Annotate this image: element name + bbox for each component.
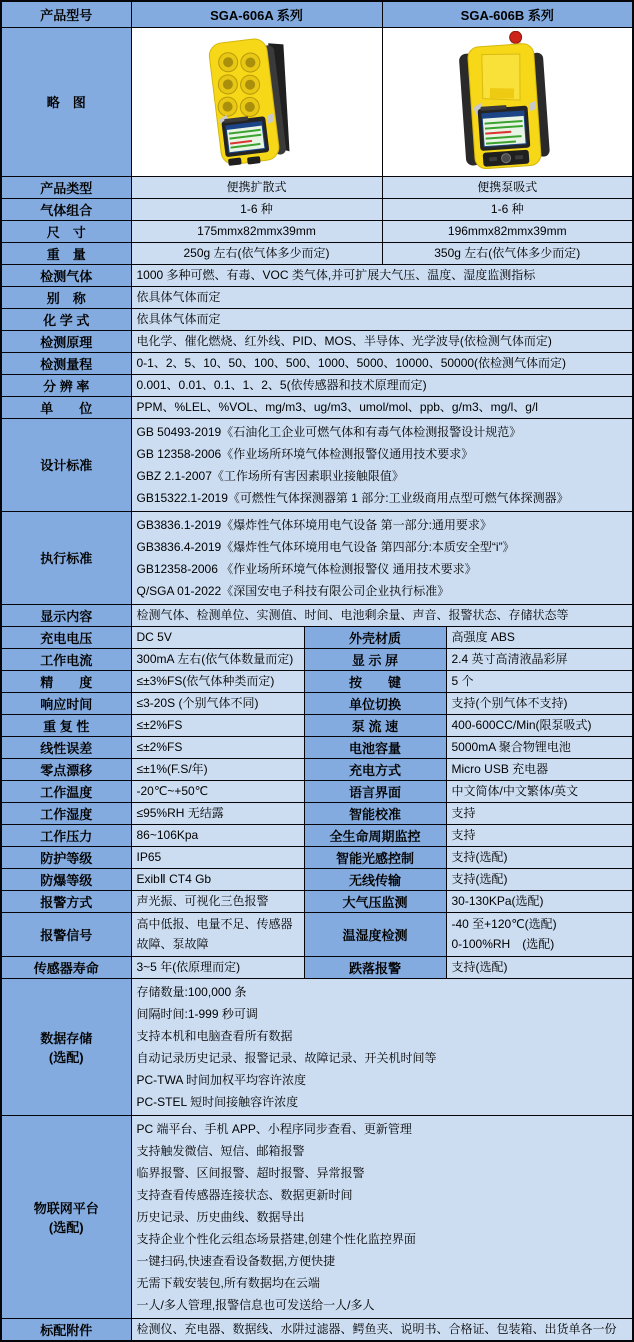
row-label: 重 量 (1, 242, 131, 264)
standard-line: GB 50493-2019《石油化工企业可燃气体和有毒气体检测报警设计规范》 (136, 424, 522, 439)
row-label: 产品类型 (1, 176, 131, 198)
data-storage-label: 数据存储 (选配) (1, 978, 131, 1115)
table-row (1, 330, 633, 352)
table-row (1, 824, 633, 846)
row-value: ExibⅡ CT4 Gb (131, 868, 304, 890)
row-label: 响应时间 (1, 692, 131, 714)
row-label: 零点漂移 (1, 758, 131, 780)
table-row (1, 648, 633, 670)
row-value-line: 0-100%RH (选配) (451, 937, 555, 951)
row-value: 支持(选配) (446, 846, 633, 868)
row-value: 0.001、0.01、0.1、1、2、5(依传感器和技术原理而定) (131, 374, 633, 396)
row-label: 语言界面 (304, 780, 446, 802)
row-value: IP65 (131, 846, 304, 868)
row-value: 支持(选配) (446, 956, 633, 978)
row-value: ≤±2%FS (131, 736, 304, 758)
header-product-model: 产品型号 (1, 1, 131, 27)
table-row (1, 176, 633, 198)
row-value: 中文简体/中文繁体/英文 (446, 780, 633, 802)
value-b: 便携泵吸式 (382, 176, 633, 198)
row-label: 工作电流 (1, 648, 131, 670)
iot-platform-label: 物联网平台 (选配) (1, 1115, 131, 1318)
standard-line: GB3836.1-2019《爆炸性气体环境用电气设备 第一部分:通用要求》 (136, 517, 492, 532)
row-label: 智能光感控制 (304, 846, 446, 868)
row-label: 显示内容 (1, 604, 131, 626)
data-storage-cell (131, 978, 633, 1115)
row-value: ≤±2%FS (131, 714, 304, 736)
value-a: 175mmx82mmx39mm (131, 220, 382, 242)
table-row (1, 352, 633, 374)
value-b: 196mmx82mmx39mm (382, 220, 633, 242)
table-row (1, 758, 633, 780)
standard-line: GBZ 2.1-2007《工作场所有害因素职业接触限值》 (136, 468, 404, 483)
device-a-cell (131, 27, 382, 176)
header-series-b: SGA-606B 系列 (382, 1, 633, 27)
table-row (1, 1115, 633, 1318)
row-label: 工作湿度 (1, 802, 131, 824)
row-value: 检测仪、充电器、数据线、水阱过滤器、鳄鱼夹、说明书、合格证、包装箱、出货单各一份 (131, 1318, 633, 1341)
row-label: 充电电压 (1, 626, 131, 648)
row-label: 防爆等级 (1, 868, 131, 890)
value-a: 1-6 种 (131, 198, 382, 220)
row-value: 0-1、2、5、10、50、100、500、1000、5000、10000、50000(依检测气体而定) (131, 352, 633, 374)
device-b-cell (382, 27, 633, 176)
row-value: 依具体气体而定 (131, 308, 633, 330)
row-value: ≤±1%(F.S/年) (131, 758, 304, 780)
row-value: ≤3-20S (个别气体不同) (131, 692, 304, 714)
row-value: 支持(选配) (446, 868, 633, 890)
table-row (1, 264, 633, 286)
standard-line: Q/SGA 01-2022《深国安电子科技有限公司企业执行标准》 (136, 583, 450, 598)
row-value: 支持 (446, 802, 633, 824)
row-value (131, 912, 304, 956)
row-value: 依具体气体而定 (131, 286, 633, 308)
table-row (1, 868, 633, 890)
row-value: 高强度 ABS (446, 626, 633, 648)
table-row (1, 220, 633, 242)
feature-line: 历史记录、历史曲线、数据导出 (136, 1209, 305, 1224)
row-label: 分 辨 率 (1, 374, 131, 396)
value-a: 250g 左右(依气体多少而定) (131, 242, 382, 264)
feature-line: 自动记录历史记录、报警记录、故障记录、开关机时间等 (136, 1050, 437, 1065)
standard-line: GB12358-2006 《作业场所环境气体检测报警仪 通用技术要求》 (136, 561, 477, 576)
table-row (1, 242, 633, 264)
row-value: 1000 多种可燃、有毒、VOC 类气体,并可扩展大气压、温度、湿度监测指标 (131, 264, 633, 286)
row-value: 86~106Kpa (131, 824, 304, 846)
feature-line: 间隔时间:1-999 秒可调 (136, 1006, 258, 1021)
design-standard-cell (131, 418, 633, 511)
row-value: 声光振、可视化三色报警 (131, 890, 304, 912)
row-value: ≤95%RH 无结露 (131, 802, 304, 824)
table-row (1, 670, 633, 692)
row-label: 工作压力 (1, 824, 131, 846)
row-label: 按 键 (304, 670, 446, 692)
feature-line: 临界报警、区间报警、超时报警、异常报警 (136, 1165, 365, 1180)
table-row (1, 374, 633, 396)
feature-line: 一键扫码,快速查看设备数据,方便快捷 (136, 1253, 336, 1268)
value-b: 350g 左右(依气体多少而定) (382, 242, 633, 264)
row-value: 3~5 年(依原理而定) (131, 956, 304, 978)
row-value: ≤±3%FS(依气体种类而定) (131, 670, 304, 692)
standard-line: GB 12358-2006《作业场所环境气体检测报警仪通用技术要求》 (136, 446, 474, 461)
table-row (1, 1, 633, 27)
row-value: 2.4 英寸高清液晶彩屏 (446, 648, 633, 670)
row-label: 检测量程 (1, 352, 131, 374)
device-b-image (407, 31, 607, 169)
table-row (1, 286, 633, 308)
row-label: 温湿度检测 (304, 912, 446, 956)
feature-line: 支持触发微信、短信、邮箱报警 (136, 1143, 305, 1158)
feature-line: 支持本机和电脑查看所有数据 (136, 1028, 293, 1043)
row-label: 电池容量 (304, 736, 446, 758)
feature-line: 无需下载安装包,所有数据均在云端 (136, 1275, 320, 1290)
row-label: 执行标准 (1, 511, 131, 604)
table-row (1, 418, 633, 511)
iot-platform-cell (131, 1115, 633, 1318)
header-series-a: SGA-606A 系列 (131, 1, 382, 27)
row-value: 支持 (446, 824, 633, 846)
row-label: 线性误差 (1, 736, 131, 758)
table-row (1, 626, 633, 648)
value-b: 1-6 种 (382, 198, 633, 220)
table-row (1, 978, 633, 1115)
device-a-image (147, 31, 367, 169)
table-row (1, 511, 633, 604)
feature-line: PC-TWA 时间加权平均容许浓度 (136, 1072, 307, 1087)
row-label: 外壳材质 (304, 626, 446, 648)
exec-standard-cell (131, 511, 633, 604)
row-label: 报警方式 (1, 890, 131, 912)
table-row (1, 1318, 633, 1341)
table-row (1, 27, 633, 176)
row-value: PPM、%LEL、%VOL、mg/m3、ug/m3、umol/mol、ppb、g/m3、mg/l、g/l (131, 396, 633, 418)
row-value: 400-600CC/Min(限泵吸式) (446, 714, 633, 736)
table-row (1, 736, 633, 758)
table-row (1, 198, 633, 220)
table-row (1, 846, 633, 868)
row-label: 检测原理 (1, 330, 131, 352)
row-label: 别 称 (1, 286, 131, 308)
row-value-line: -40 至+120℃(选配) (451, 917, 557, 931)
row-label: 单位切换 (304, 692, 446, 714)
row-label: 检测气体 (1, 264, 131, 286)
row-label: 化 学 式 (1, 308, 131, 330)
feature-line: PC 端平台、手机 APP、小程序同步查看、更新管理 (136, 1121, 412, 1136)
row-value: Micro USB 充电器 (446, 758, 633, 780)
row-label: 智能校准 (304, 802, 446, 824)
row-label: 单 位 (1, 396, 131, 418)
table-row (1, 308, 633, 330)
row-value (446, 912, 633, 956)
row-value: DC 5V (131, 626, 304, 648)
row-label: 显 示 屏 (304, 648, 446, 670)
row-label: 设计标准 (1, 418, 131, 511)
feature-line: 支持查看传感器连接状态、数据更新时间 (136, 1187, 353, 1202)
table-row (1, 956, 633, 978)
row-label: 大气压监测 (304, 890, 446, 912)
feature-line: 存储数量:100,000 条 (136, 984, 247, 999)
row-value: 30-130KPa(选配) (446, 890, 633, 912)
row-label: 全生命周期监控 (304, 824, 446, 846)
row-label: 气体组合 (1, 198, 131, 220)
row-value: -20℃~+50℃ (131, 780, 304, 802)
row-label: 防护等级 (1, 846, 131, 868)
table-row (1, 604, 633, 626)
sketch-label: 略 图 (1, 27, 131, 176)
table-row (1, 780, 633, 802)
table-row (1, 692, 633, 714)
row-value: 5 个 (446, 670, 633, 692)
table-row (1, 912, 633, 956)
row-value: 检测气体、检测单位、实测值、时间、电池剩余量、声音、报警状态、存储状态等 (131, 604, 633, 626)
row-label: 标配附件 (1, 1318, 131, 1341)
row-value: 支持(个别气体不支持) (446, 692, 633, 714)
row-label: 尺 寸 (1, 220, 131, 242)
feature-line: PC-STEL 短时间接触容许浓度 (136, 1094, 299, 1109)
row-label: 精 度 (1, 670, 131, 692)
feature-line: 支持企业个性化云组态场景搭建,创建个性化监控界面 (136, 1231, 416, 1246)
row-label: 跌落报警 (304, 956, 446, 978)
row-value-text: 高中低报、电量不足、传感器故障、泵故障 (136, 917, 293, 951)
row-value: 电化学、催化燃烧、红外线、PID、MOS、半导体、光学波导(依检测气体而定) (131, 330, 633, 352)
row-label: 充电方式 (304, 758, 446, 780)
row-label: 工作温度 (1, 780, 131, 802)
feature-line: 一人/多人管理,报警信息也可发送给一人/多人 (136, 1297, 375, 1312)
table-row (1, 802, 633, 824)
row-label: 传感器寿命 (1, 956, 131, 978)
table-row (1, 396, 633, 418)
standard-line: GB15322.1-2019《可燃性气体探测器第 1 部分:工业级商用点型可燃气体探测器》 (136, 490, 569, 505)
row-value: 300mA 左右(依气体数量而定) (131, 648, 304, 670)
row-label: 报警信号 (1, 912, 131, 956)
row-label: 无线传输 (304, 868, 446, 890)
table-row (1, 890, 633, 912)
standard-line: GB3836.4-2019《爆炸性气体环境用电气设备 第四部分:本质安全型“i”》 (136, 539, 515, 554)
row-value: 5000mA 聚合物锂电池 (446, 736, 633, 758)
row-label: 重 复 性 (1, 714, 131, 736)
row-label: 泵 流 速 (304, 714, 446, 736)
value-a: 便携扩散式 (131, 176, 382, 198)
table-row (1, 714, 633, 736)
